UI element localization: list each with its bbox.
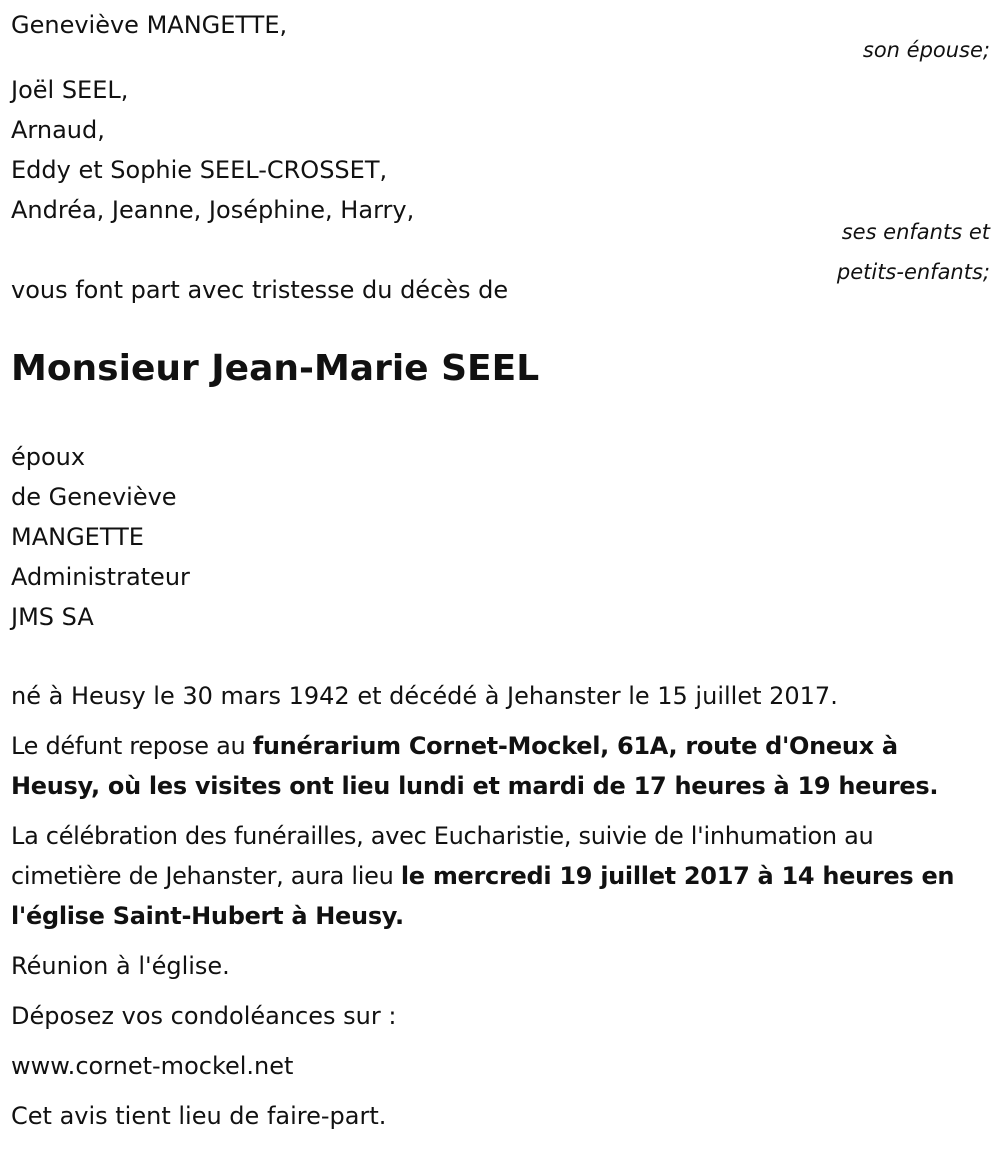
spouse-role: son épouse;: [862, 38, 990, 62]
repose-bold: funérarium Cornet-Mockel, 61A, route d'Oneux à Heusy, où les visites ont lieu lundi et mardi de 17 heures à 19 heures.: [11, 732, 939, 800]
child-3: Eddy et Sophie SEEL-CROSSET,: [11, 156, 388, 184]
child-1: Joël SEEL,: [11, 76, 129, 104]
detail-spouse-of: époux: [11, 443, 86, 471]
celebration-paragraph: [11, 816, 991, 936]
detail-spouse-last-name: MANGETTE: [11, 523, 144, 551]
birth-death-line: né à Heusy le 30 mars 1942 et décédé à Jehanster le 15 juillet 2017.: [11, 682, 838, 710]
detail-spouse-first-name: de Geneviève: [11, 483, 177, 511]
grandchildren: Andréa, Jeanne, Joséphine, Harry,: [11, 196, 415, 224]
repose-paragraph: [11, 726, 991, 806]
website-link[interactable]: www.cornet-mockel.net: [11, 1052, 294, 1080]
children-role-line2: petits-enfants;: [836, 260, 990, 284]
reunion-line: Réunion à l'église.: [11, 952, 230, 980]
repose-prefix: Le défunt repose au: [11, 732, 253, 760]
deceased-name: Monsieur Jean-Marie SEEL: [11, 348, 540, 389]
condolences-line: Déposez vos condoléances sur :: [11, 1002, 397, 1030]
detail-profession: Administrateur: [11, 563, 190, 591]
announcement: vous font part avec tristesse du décès de: [11, 276, 509, 304]
celebration-bold: le mercredi 19 juillet 2017 à 14 heures en l'église Saint-Hubert à Heusy.: [11, 862, 955, 930]
spouse-name: Geneviève MANGETTE,: [11, 11, 288, 39]
children-role-line1: ses enfants et: [841, 220, 990, 244]
notice-line: Cet avis tient lieu de faire-part.: [11, 1102, 387, 1130]
detail-company: JMS SA: [11, 603, 94, 631]
child-2: Arnaud,: [11, 116, 105, 144]
celebration-prefix: La célébration des funérailles, avec Eucharistie, suivie de l'inhumation au cimetière de Jehanster, aura lieu: [11, 822, 874, 890]
